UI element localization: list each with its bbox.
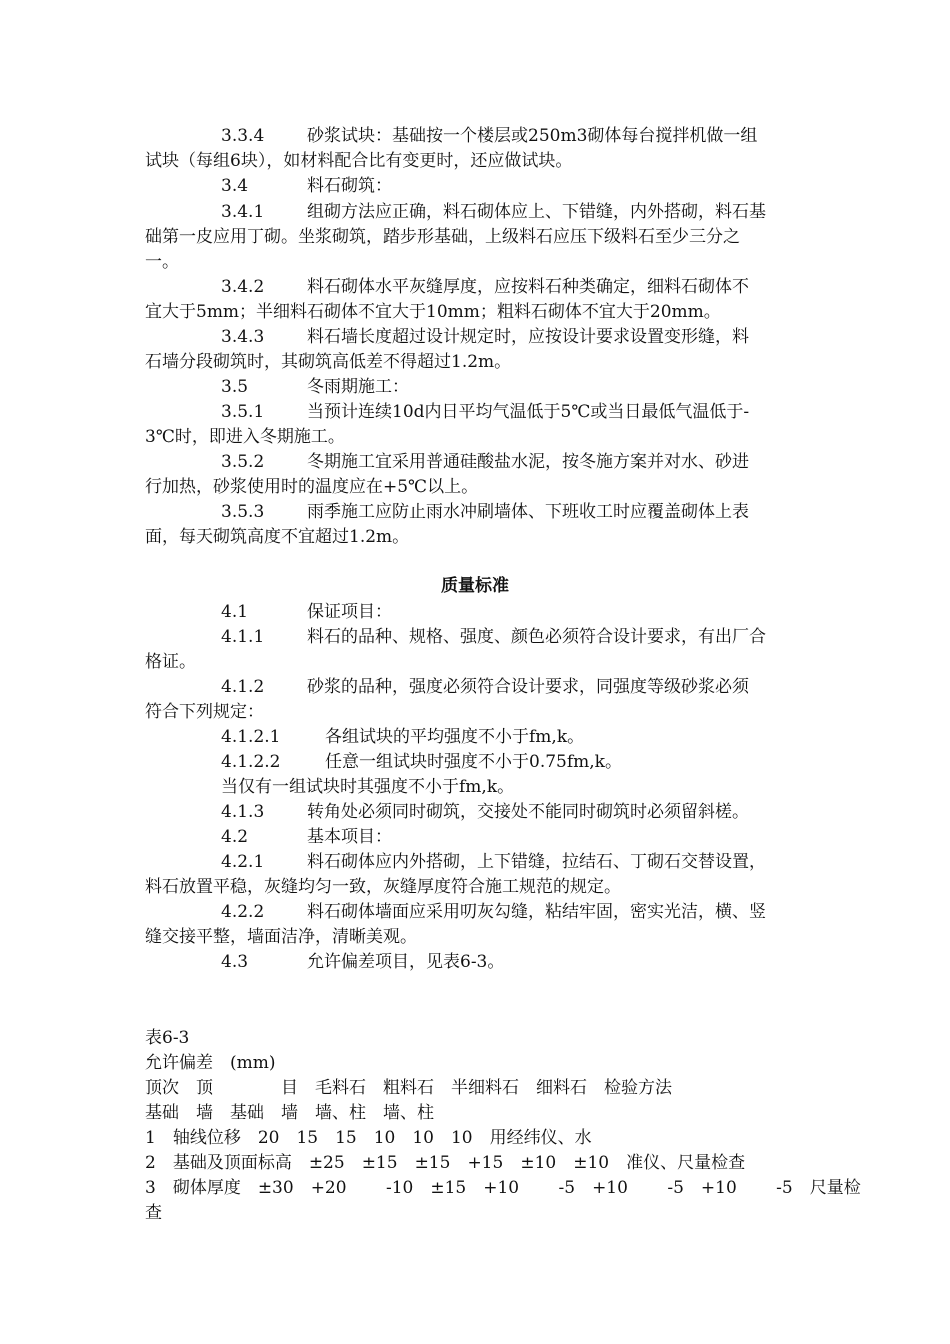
sec341-line1: 3.4.1 组砌方法应正确，料石砌体应上、下错缝，内外搭砌，料石基 — [221, 202, 766, 222]
table-row-continuation: 查 — [145, 1203, 162, 1223]
sec42-heading: 4.2 基本项目： — [221, 827, 392, 847]
sec341-line2: 础第一皮应用丁砌。坐浆砌筑，踏步形基础，上级料石应压下级料石至少三分之 — [145, 227, 740, 247]
sec343-line1: 3.4.3 料石墙长度超过设计规定时，应按设计要求设置变形缝，料 — [221, 327, 749, 347]
sec41-heading: 4.1 保证项目： — [221, 602, 392, 622]
sec412-note: 当仅有一组试块时其强度不小于fm,k。 — [221, 777, 515, 797]
sec413-line: 4.1.3 转角处必须同时砌筑，交接处不能同时砌筑时必须留斜槎。 — [221, 802, 749, 822]
table-row: 2 基础及顶面标高 ±25 ±15 ±15 +15 ±10 ±10 准仪、尺量检查 — [145, 1153, 746, 1173]
sec411-line1: 4.1.1 料石的品种、规格、强度、颜色必须符合设计要求，有出厂合 — [221, 627, 766, 647]
sec35-heading: 3.5 冬雨期施工： — [221, 377, 409, 397]
sec4121-line: 4.1.2.1 各组试块的平均强度不小于fm,k。 — [221, 727, 585, 747]
sec342-line1: 3.4.2 料石砌体水平灰缝厚度，应按料石种类确定，细料石砌体不 — [221, 277, 749, 297]
table-header-row2: 基础 墙 基础 墙 墙、柱 墙、柱 — [145, 1103, 434, 1123]
sec334-line2: 试块（每组6块），如材料配合比有变更时，还应做试块。 — [145, 151, 573, 171]
sec353-line2: 面，每天砌筑高度不宜超过1.2m。 — [145, 527, 410, 547]
sec34-heading: 3.4 料石砌筑： — [221, 176, 392, 196]
sec422-line2: 缝交接平整，墙面洁净，清晰美观。 — [145, 927, 417, 947]
table-header-row1: 顶次 顶 目 毛料石 粗料石 半细料石 细料石 检验方法 — [145, 1078, 672, 1098]
sec351-line1: 3.5.1 当预计连续10d内日平均气温低于5℃或当日最低气温低于- — [221, 402, 750, 422]
table-row: 1 轴线位移 20 15 15 10 10 10 用经纬仪、水 — [145, 1128, 592, 1148]
sec412-line2: 符合下列规定： — [145, 702, 264, 722]
sec352-line1: 3.5.2 冬期施工宜采用普通硅酸盐水泥，按冬施方案并对水、砂进 — [221, 452, 749, 472]
sec343-line2: 石墙分段砌筑时，其砌筑高低差不得超过1.2m。 — [145, 352, 512, 372]
table-label: 表6-3 — [145, 1028, 190, 1048]
sec422-line1: 4.2.2 料石砌体墙面应采用叨灰勾缝，粘结牢固，密实光洁，横、竖 — [221, 902, 766, 922]
sec43-line: 4.3 允许偏差项目，见表6-3。 — [221, 952, 505, 972]
sec421-line2: 料石放置平稳，灰缝均匀一致，灰缝厚度符合施工规范的规定。 — [145, 877, 621, 897]
sec352-line2: 行加热，砂浆使用时的温度应在+5℃以上。 — [145, 477, 479, 497]
sec411-line2: 格证。 — [145, 652, 196, 672]
sec351-line2: 3℃时，即进入冬期施工。 — [145, 427, 345, 447]
sec341-line3: 一。 — [145, 252, 179, 272]
sec353-line1: 3.5.3 雨季施工应防止雨水冲刷墙体、下班收工时应覆盖砌体上表 — [221, 502, 749, 522]
sec4122-line: 4.1.2.2 任意一组试块时强度不小于0.75fm,k。 — [221, 752, 622, 772]
sec421-line1: 4.2.1 料石砌体应内外搭砌，上下错缝，拉结石、丁砌石交替设置， — [221, 852, 766, 872]
sec342-line2: 宜大于5mm；半细料石砌体不宜大于10mm；粗料石砌体不宜大于20mm。 — [145, 302, 721, 322]
quality-standard-title: 质量标准 — [441, 576, 509, 596]
sec412-line1: 4.1.2 砂浆的品种，强度必须符合设计要求，同强度等级砂浆必须 — [221, 677, 749, 697]
table-caption: 允许偏差 (mm) — [145, 1053, 276, 1073]
sec334-line1: 3.3.4 砂浆试块：基础按一个楼层或250m3砌体每台搅拌机做一组 — [221, 126, 758, 146]
table-row: 3 砌体厚度 ±30 +20 -10 ±15 +10 -5 +10 -5 +10 -5 尺量检 — [145, 1178, 861, 1198]
